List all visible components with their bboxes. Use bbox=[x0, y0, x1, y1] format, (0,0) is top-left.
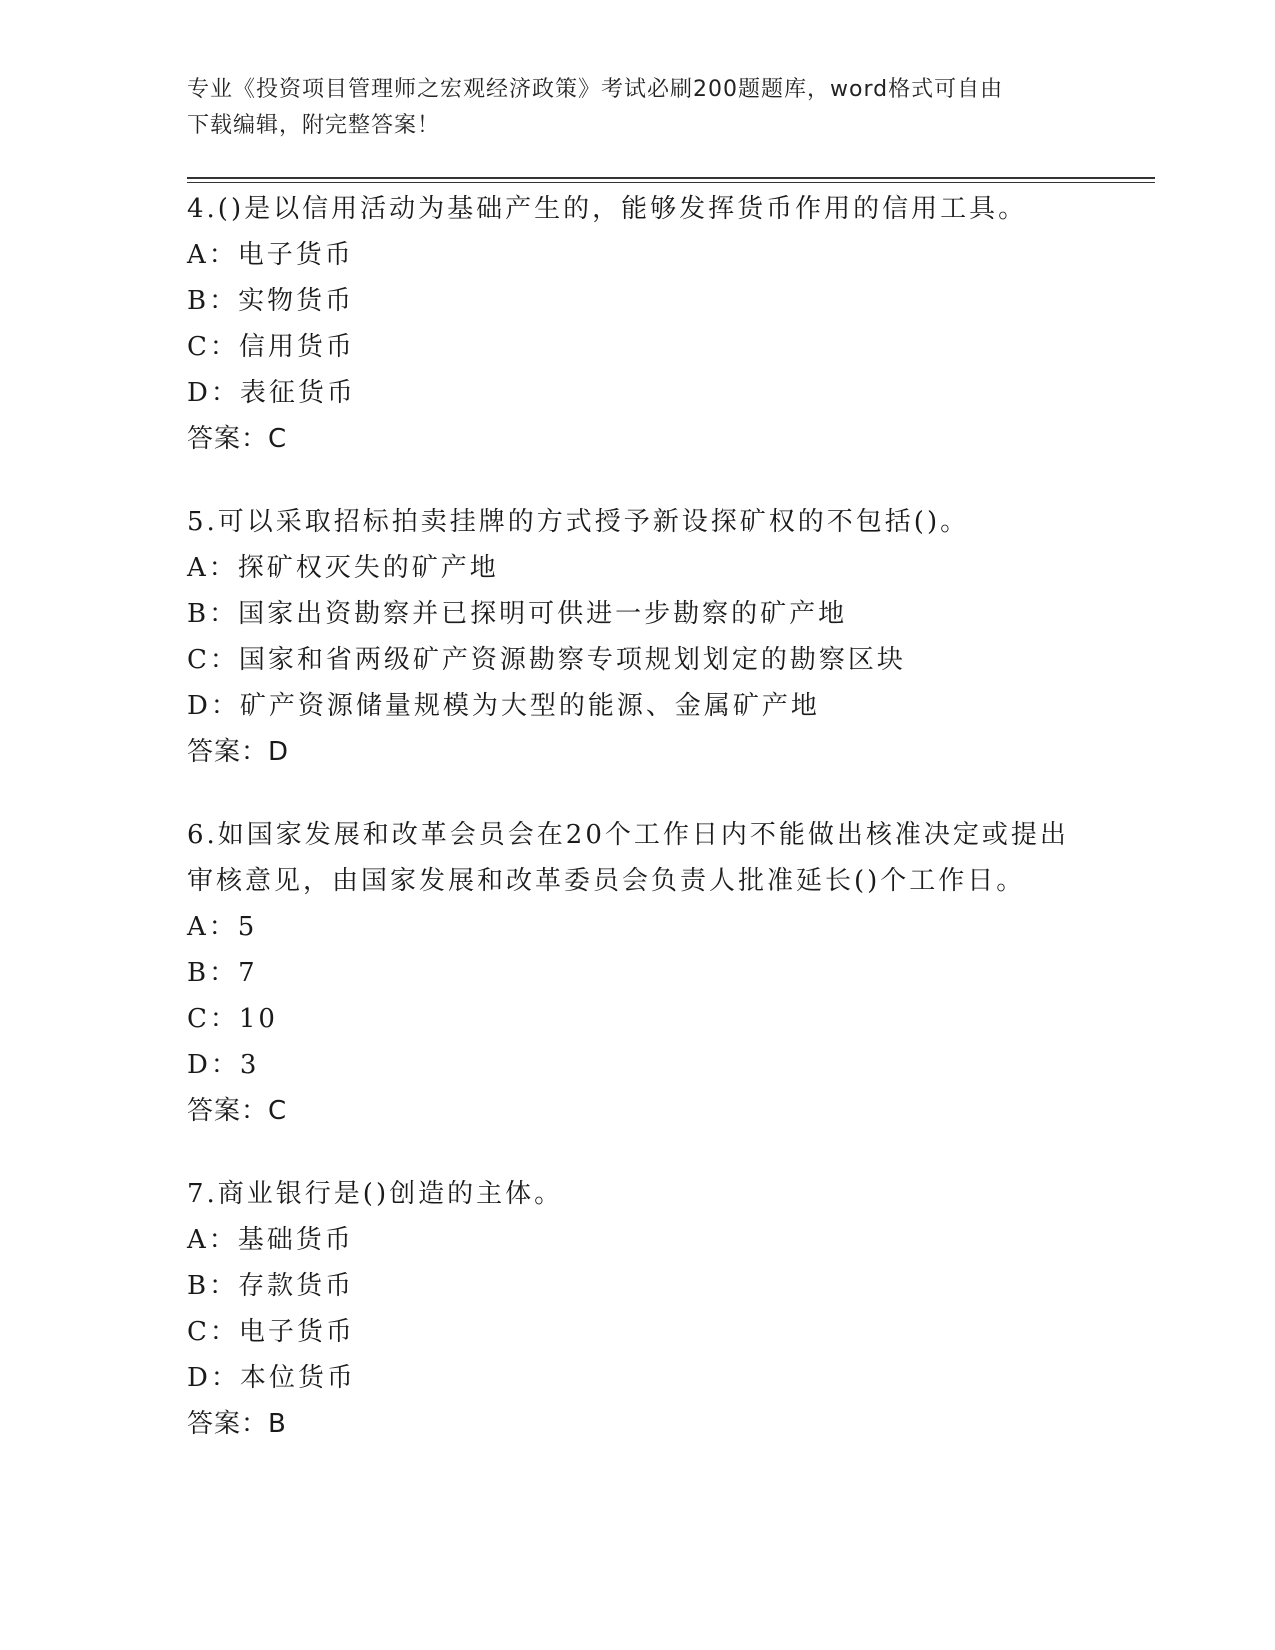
option-b: B：实物货币 bbox=[187, 286, 355, 316]
option-a: A：探矿权灭失的矿产地 bbox=[187, 553, 499, 583]
option-c: C：电子货币 bbox=[187, 1317, 355, 1347]
answer-label: 答案：D bbox=[187, 737, 290, 767]
question-stem: 4.()是以信用活动为基础产生的，能够发挥货币作用的信用工具。 bbox=[187, 194, 1028, 224]
option-a: A：电子货币 bbox=[187, 240, 354, 270]
question-4 bbox=[187, 186, 1087, 462]
answer-label: 答案：C bbox=[187, 1096, 288, 1126]
option-c: C：10 bbox=[187, 1004, 278, 1034]
question-stem: 7.商业银行是()创造的主体。 bbox=[187, 1179, 564, 1209]
option-d: D：表征货币 bbox=[187, 378, 356, 408]
option-b: B：存款货币 bbox=[187, 1271, 355, 1301]
option-a: A：基础货币 bbox=[187, 1225, 354, 1255]
option-c: C：信用货币 bbox=[187, 332, 355, 362]
answer-label: 答案：B bbox=[187, 1409, 287, 1439]
option-a: A：5 bbox=[187, 912, 258, 942]
document-header bbox=[187, 72, 1087, 144]
question-stem-line-2: 审核意见，由国家发展和改革委员会负责人批准延长()个工作日。 bbox=[187, 866, 1026, 896]
question-list bbox=[187, 186, 1087, 1484]
answer-label: 答案：C bbox=[187, 424, 288, 454]
question-stem: 5.可以采取招标拍卖挂牌的方式授予新设探矿权的不包括()。 bbox=[187, 507, 970, 537]
option-c: C：国家和省两级矿产资源勘察专项规划划定的勘察区块 bbox=[187, 645, 906, 675]
option-d: D：本位货币 bbox=[187, 1363, 356, 1393]
question-stem-line-1: 6.如国家发展和改革会员会在20个工作日内不能做出核准决定或提出 bbox=[187, 820, 1069, 850]
option-d: D：3 bbox=[187, 1050, 260, 1080]
header-line-1: 专业《投资项目管理师之宏观经济政策》考试必刷200题题库，word格式可自由 bbox=[187, 77, 1004, 102]
option-b: B：国家出资勘察并已探明可供进一步勘察的矿产地 bbox=[187, 599, 848, 629]
option-d: D：矿产资源储量规模为大型的能源、金属矿产地 bbox=[187, 691, 820, 721]
option-b: B：7 bbox=[187, 958, 258, 988]
header-divider-thick bbox=[187, 177, 1155, 179]
header-line-2: 下载编辑，附完整答案！ bbox=[187, 113, 441, 138]
question-7 bbox=[187, 1171, 1087, 1447]
question-6 bbox=[187, 812, 1087, 1134]
header-divider-thin bbox=[187, 182, 1155, 183]
question-5 bbox=[187, 499, 1087, 775]
